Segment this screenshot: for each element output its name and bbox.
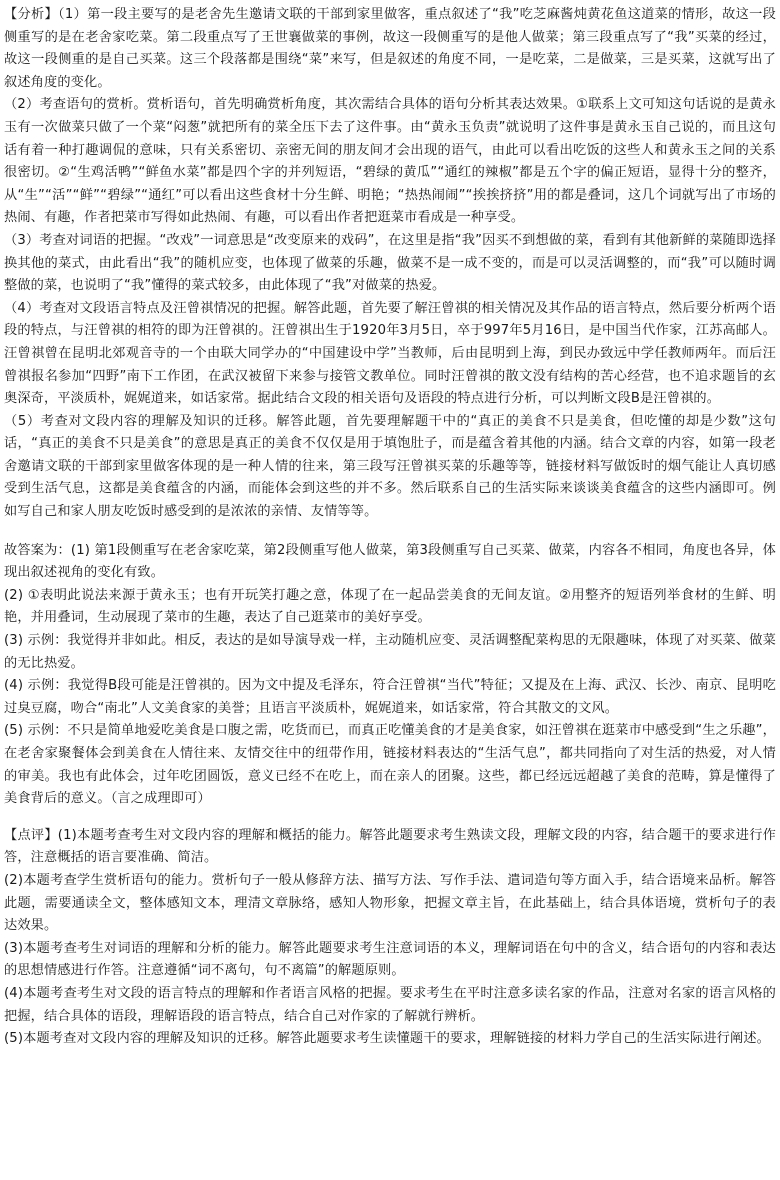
- comments-section: [4, 825, 776, 1051]
- answers-section: [4, 540, 776, 811]
- answer-paragraph-1: 故答案为：(1) 第1段侧重写在老舍家吃菜，第2段侧重写他人做菜，第3段侧重写自己买菜、做菜，内容各不相同，角度也各异，体现出叙述视角的变化有致。: [4, 542, 776, 581]
- answer-paragraph-5: (5) 示例：不只是简单地爱吃美食是口腹之需，吃货而已，而真正吃懂美食的才是美食家，如汪曾祺在逛菜市中感受到“生之乐趣”，在老舍家聚餐体会到美食在人情往来、友情交往中的纽带作用，链接材料表达的“生活气息”，都共同指向了对生活的热爱，对人情的审美。我也有此体会，过年吃团圆饭，意义已经不在吃上，而在亲人的团聚。这些，都已经远远超越了美食的范畴，算是懂得了美食背后的意义。（言之成理即可）: [4, 723, 776, 807]
- comment-paragraph-3: (3)本题考查考生对词语的理解和分析的能力。解答此题要求考生注意词语的本义，理解词语在句中的含义，结合语句的内容和表达的思想情感进行作答。注意遵循“词不离句，句不离篇”的解题原则。: [4, 940, 776, 979]
- analysis-paragraph-2: （2）考查语句的赏析。赏析语句，首先明确赏析角度，其次需结合具体的语句分析其表达效果。①联系上文可知这句话说的是黄永玉有一次做菜只做了一个菜“闷葱”就把所有的菜全压下去了这件事。由“黄永玉负责”就说明了这件事是黄永玉自己说的，而且这句话有着一种打趣调侃的意味，只有关系密切、亲密无间的朋友间才会出现的语气，由此可以看出吃饭的这些人和黄永玉之间的关系很密切。②“生鸡活鸭”“鲜鱼水菜”都是四个字的并列短语，“碧绿的黄瓜”“通红的辣椒”都是五个字的偏正短语，显得十分的整齐，从“生”“活”“鲜”“碧绿”“通红”可以看出这些食材十分生鲜、明艳；“热热闹闹”“挨挨挤挤”用的都是叠词，这几个词就写出了市场的热闹、有趣，作者把菜市写得如此热闹、有趣，可以看出作者把逛菜市看成是一种享受。: [4, 97, 776, 226]
- analysis-section: [4, 4, 776, 524]
- analysis-paragraph-5: （5）考查对文段内容的理解及知识的迁移。解答此题，首先要理解题干中的“真正的美食不只是美食，但吃懂的却是少数”这句话，“真正的美食不只是美食”的意思是真正的美食不仅仅是用于填饱肚子，而是蕴含着其他的内涵。结合文章的内容，如第一段老舍邀请文联的干部到家里做客体现的是一种人情的往来，第三段写汪曾祺买菜的乐趣等等，链接材料写做饭时的烟气能让人真切感受到生活气息，这都是美食蕴含的内涵，而能体会到这些的并不多。然后联系自己的生活实际来谈谈美食蕴含的这些内涵即可。例如写自己和家人朋友吃饭时感受到的是浓浓的亲情、友情等等。: [4, 413, 776, 520]
- comment-paragraph-4: (4)本题考查考生对文段的语言特点的理解和作者语言风格的把握。要求考生在平时注意多读名家的作品，注意对名家的语言风格的把握，结合具体的语段，理解语段的语言特点，结合自己对作家的了解就行辨析。: [4, 985, 776, 1024]
- analysis-paragraph-1: 【分析】（1）第一段主要写的是老舍先生邀请文联的干部到家里做客，重点叙述了“我”吃芝麻酱炖黄花鱼这道菜的情形，故这一段侧重写的是在老舍家吃菜。第二段重点写了王世襄做菜的事例，故这一段侧重写的是他人做菜；第三段重点写了“我”买菜的经过，故这一段侧重的是自己买菜。这三个段落都是围绕“菜”来写，但是叙述的角度不同，一是吃菜，二是做菜，三是买菜，这就写出了叙述角度的变化。: [4, 7, 776, 90]
- analysis-paragraph-3: （3）考查对词语的把握。“改戏”一词意思是“改变原来的戏码”，在这里是指“我”因买不到想做的菜，看到有其他新鲜的菜随即选择换其他的菜式，由此看出“我”的随机应变，也体现了做菜的乐趣，做菜不是一成不变的，而是可以灵活调整的，而“我”可以随时调整做的菜，也说明了“我”懂得的菜式较多，由此体现了“我”对做菜的热爱。: [4, 232, 776, 294]
- comment-paragraph-5: (5)本题考查对文段内容的理解及知识的迁移。解答此题要求考生读懂题干的要求，理解链接的材料力学自己的生活实际进行阐述。: [4, 1031, 771, 1047]
- comment-paragraph-1: 【点评】(1)本题考查考生对文段内容的理解和概括的能力。解答此题要求考生熟读文段，理解文段的内容，结合题干的要求进行作答，注意概括的语言要准确、简洁。: [4, 827, 776, 866]
- answer-paragraph-3: (3) 示例：我觉得并非如此。相反，表达的是如导演导戏一样，主动随机应变、灵活调整配菜构思的无限趣味，体现了对买菜、做菜的无比热爱。: [4, 633, 776, 671]
- section-spacer: [4, 524, 776, 540]
- comment-paragraph-2: (2)本题考查学生赏析语句的能力。赏析句子一般从修辞方法、描写方法、写作手法、遣词造句等方面入手，结合语境来品析。解答此题，需要通读全文，整体感知文本，理清文章脉络，感知人物形象，把握文章主旨，在此基础上，结合具体语境，赏析句子的表达效果。: [4, 872, 776, 934]
- answer-paragraph-2: (2) ①表明此说法来源于黄永玉；也有开玩笑打趣之意，体现了在一起品尝美食的无间友谊。②用整齐的短语列举食材的生鲜、明艳，并用叠词，生动展现了菜市的生趣，表达了自己逛菜市的美好享受。: [4, 587, 776, 626]
- section-spacer: [4, 811, 776, 825]
- answer-paragraph-4: (4) 示例：我觉得B段可能是汪曾祺的。因为文中提及毛泽东，符合汪曾祺“当代”特征；又提及在上海、武汉、长沙、南京、昆明吃过臭豆腐，吻合“南北”人文美食家的美誉；且语言平淡质朴，娓娓道来，如话家常，符合其散文的文风。: [4, 678, 776, 716]
- analysis-paragraph-4: （4）考查对文段语言特点及汪曾祺情况的把握。解答此题，首先要了解汪曾祺的相关情况及其作品的语言特点，然后要分析两个语段的特点，与汪曾祺的相符的即为汪曾祺的。汪曾祺出生于1920年3月5日，卒于997年5月16日，是中国当代作家，江苏高邮人。汪曾祺曾在昆明北郊观音寺的一个由联大同学办的“中国建设中学”当教师，后由昆明到上海，到民办致远中学任教师两年。而后汪曾祺报名参加“四野”南下工作团，在武汉被留下来参与接管文教单位。同时汪曾祺的散文没有结构的苦心经营，也不追求题旨的玄奥深奇，平淡质朴，娓娓道来，如话家常。据此结合文段的相关语句及语段的特点进行分析，可以判断文段B是汪曾祺的。: [4, 300, 776, 407]
